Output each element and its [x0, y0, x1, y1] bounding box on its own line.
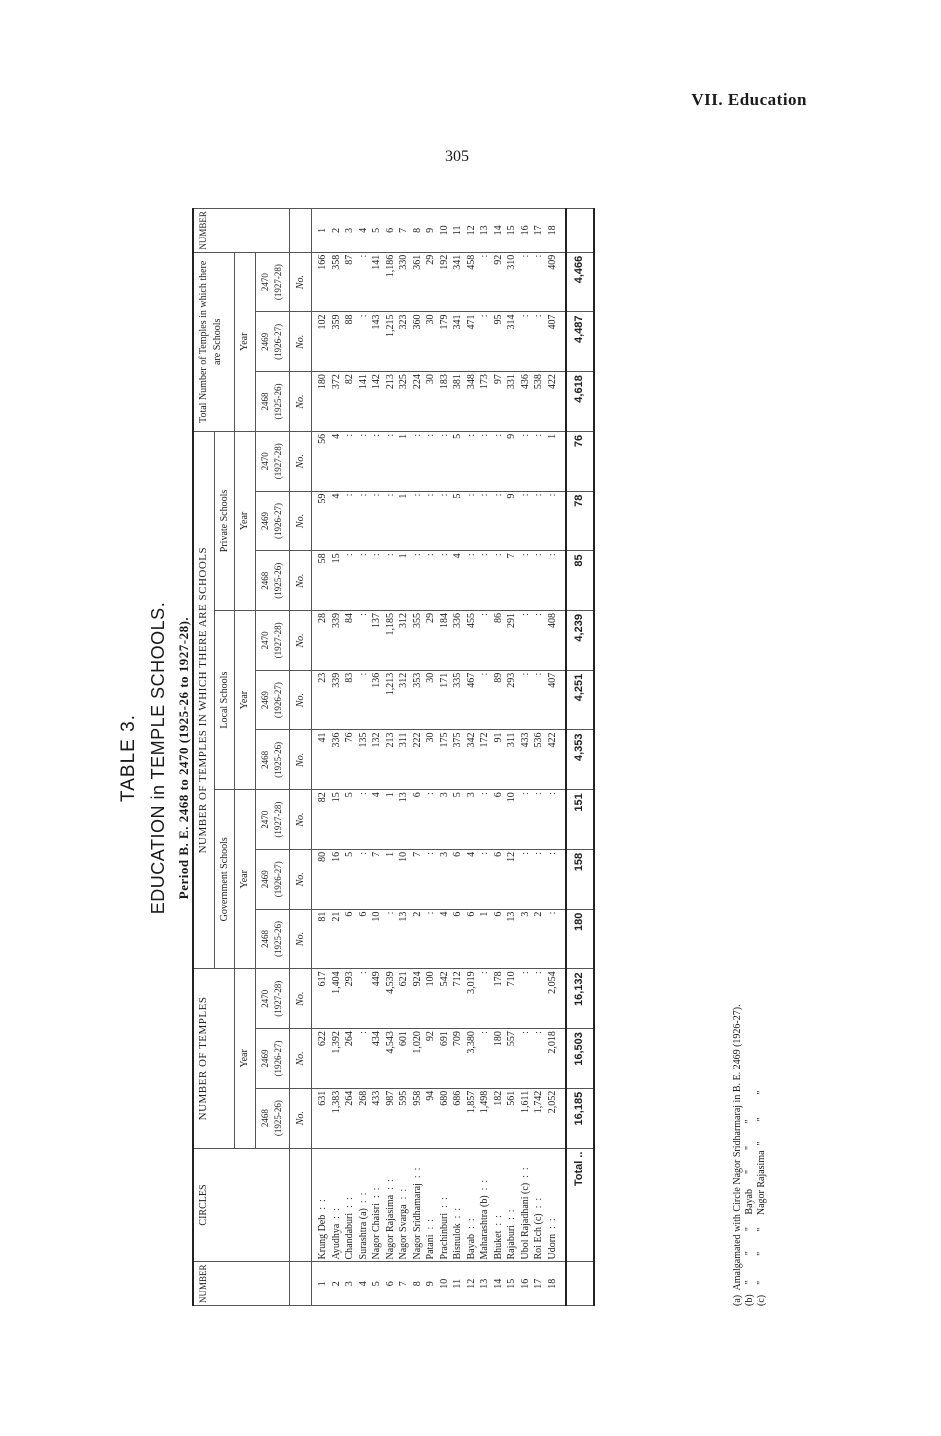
total-private-2468: 85 — [566, 551, 594, 611]
year-2468: 2468 (1925-26) — [255, 1088, 289, 1148]
total-temples-2470: 16,132 — [566, 969, 594, 1029]
no-label: No. — [289, 491, 312, 551]
private-2468-values: 58 15 : : : : 1 : : : 4 : : : 7 : : : — [312, 551, 567, 611]
header-row-years — [255, 209, 289, 1306]
year-label: Year — [235, 252, 256, 431]
year-2470: 2470 (1927-28) — [255, 252, 289, 312]
year-2470: 2470 (1927-28) — [255, 969, 289, 1029]
total-2470-values: 166 358 87 : 141 1,186 330 361 29 192 341 458 : 92 310 : : 409 — [312, 252, 567, 312]
total-private-2470: 76 — [566, 431, 594, 491]
temples-2469-values: 622 1,392 264 : 434 4,543 601 1,020 92 691 709 3,380 : 180 557 : : 2,018 — [312, 1029, 567, 1089]
header-row-1 — [193, 209, 214, 1306]
footnotes — [732, 1004, 768, 1306]
gov-2468-values: 81 21 6 6 10 : 13 2 : 4 6 6 1 6 13 3 2 : — [312, 909, 567, 969]
row-numbers-left: 1 2 3 4 5 6 7 8 9 10 11 12 13 14 15 16 17 18 — [312, 1262, 567, 1306]
page-number: 305 — [445, 148, 469, 165]
no-label: No. — [289, 551, 312, 611]
no-label: No. — [289, 909, 312, 969]
no-label: No. — [289, 790, 312, 850]
year-2470: 2470 (1927-28) — [255, 611, 289, 671]
total-2469-values: 102 359 88 : 143 1,215 323 360 30 179 341 471 : 95 314 : : 407 — [312, 312, 567, 372]
table-title: TABLE 3. — [118, 714, 139, 802]
total-local-2470: 4,239 — [566, 611, 594, 671]
local-2468-values: 41 336 76 135 132 213 311 222 30 175 375 342 172 91 311 433 536 422 — [312, 730, 567, 790]
circle-names: Krung Deb : : Ayudhya : : Chandaburi : : Surashtra (a) : : Nagor Chaisri : : Nagor Rajasima : : Nagor Svarga : : Nagor Sridhamaraj : : Patani : : Prachinburi : : Bisnulok : : Bayab : : Maharashtra (b) : : Bhuket : : Rajaburi : : Ubol Rajadhani (c) : : Roi Ech (c) : : Udorn : : — [312, 1148, 567, 1262]
schools-group-header: NUMBER OF TEMPLES IN WHICH THERE ARE SCHOOLS — [193, 431, 214, 968]
total-gov-2470: 151 — [566, 790, 594, 850]
total-temples-2469: 16,503 — [566, 1029, 594, 1089]
no-label: No. — [289, 730, 312, 790]
no-label: No. — [289, 849, 312, 909]
no-label: No. — [289, 1088, 312, 1148]
no-label: No. — [289, 969, 312, 1029]
no-label: No. — [289, 431, 312, 491]
no-label: No. — [289, 1029, 312, 1089]
total-local-2469: 4,251 — [566, 670, 594, 730]
grand-total-2469: 4,487 — [566, 312, 594, 372]
year-2469: 2469 (1926-27) — [255, 670, 289, 730]
table-period: Period B. E. 2468 to 2470 (1925-26 to 1927-28). — [176, 616, 191, 900]
temples-2470-values: 617 1,404 293 : 449 4,539 621 924 100 542 712 3,019 : 178 710 : : 2,054 — [312, 969, 567, 1029]
year-label: Year — [235, 969, 256, 1148]
total-private-2469: 78 — [566, 491, 594, 551]
no-label: No. — [289, 372, 312, 432]
number-header-left: NUMBER — [193, 1262, 289, 1306]
total-row — [566, 209, 594, 1306]
year-label: Year — [235, 611, 256, 790]
local-2469-values: 23 339 83 : 136 1,213 312 353 30 171 335 467 : 89 293 : : 407 — [312, 670, 567, 730]
table-subtitle: EDUCATION in TEMPLE SCHOOLS. — [148, 601, 168, 915]
circles-header: CIRCLES — [193, 1148, 289, 1262]
no-label: No. — [289, 611, 312, 671]
no-label: No. — [289, 670, 312, 730]
private-2469-values: 59 4 : : : : 1 : : : 5 : : : 9 : : : — [312, 491, 567, 551]
section-header: VII. Education — [691, 90, 807, 109]
no-label: No. — [289, 252, 312, 312]
year-2468: 2468 (1925-26) — [255, 551, 289, 611]
year-label: Year — [235, 431, 256, 610]
year-2468: 2468 (1925-26) — [255, 730, 289, 790]
table-body-row — [312, 209, 567, 1306]
footnote-c: (c) " " " Nagor Rajasima " " " — [756, 1090, 767, 1306]
year-label: Year — [235, 790, 256, 969]
no-label-row — [289, 209, 312, 1306]
temples-2468-values: 631 1,383 264 268 433 987 595 958 94 680 686 1,857 1,498 182 561 1,611 1,742 2,052 — [312, 1088, 567, 1148]
total-temples-2468: 16,185 — [566, 1088, 594, 1148]
local-schools-header: Local Schools — [214, 611, 235, 790]
total-2468-values: 180 372 82 141 142 213 325 224 30 183 381 348 173 97 331 436 538 422 — [312, 372, 567, 432]
year-2468: 2468 (1925-26) — [255, 372, 289, 432]
total-label: Total .. — [566, 1148, 594, 1262]
year-2470: 2470 (1927-28) — [255, 790, 289, 850]
year-2469: 2469 (1926-27) — [255, 312, 289, 372]
grand-total-2468: 4,618 — [566, 372, 594, 432]
total-gov-2469: 158 — [566, 849, 594, 909]
temples-group-header: NUMBER OF TEMPLES — [193, 969, 235, 1148]
local-2470-values: 28 339 84 : 137 1,185 312 355 29 184 336 455 : 86 291 : : 408 — [312, 611, 567, 671]
total-gov-2468: 180 — [566, 909, 594, 969]
total-group-header: Total Number of Temples in which there are Schools — [193, 252, 235, 431]
year-2470: 2470 (1927-28) — [255, 431, 289, 491]
temple-schools-table — [192, 208, 595, 1306]
no-label: No. — [289, 312, 312, 372]
grand-total-2470: 4,466 — [566, 252, 594, 312]
footnote-b: (b) " " " Bayab " " " — [744, 1119, 755, 1306]
footnote-a: (a) Amalgamated with Circle Nagor Sridharmaraj in B. E. 2469 (1926-27). — [732, 1004, 743, 1306]
row-numbers-right: 1 2 3 4 5 6 7 8 9 10 11 12 13 14 15 16 17 18 — [312, 209, 567, 253]
year-2469: 2469 (1926-27) — [255, 849, 289, 909]
total-local-2468: 4,353 — [566, 730, 594, 790]
gov-2469-values: 80 16 5 : 7 1 10 7 : 3 6 4 : 6 12 : : : — [312, 849, 567, 909]
private-schools-header: Private Schools — [214, 431, 235, 610]
rotated-table-block — [118, 188, 782, 1328]
year-2469: 2469 (1926-27) — [255, 1029, 289, 1089]
gov-2470-values: 82 15 5 : 4 1 13 6 : 3 5 3 : 6 10 : : : — [312, 790, 567, 850]
year-2469: 2469 (1926-27) — [255, 491, 289, 551]
header-row-year-label — [235, 209, 256, 1306]
gov-schools-header: Government Schools — [214, 790, 235, 969]
private-2470-values: 56 4 : : : : 1 : : : 5 : : : 9 : : 1 — [312, 431, 567, 491]
year-2468: 2468 (1925-26) — [255, 909, 289, 969]
number-header-right: NUMBER — [193, 209, 289, 253]
